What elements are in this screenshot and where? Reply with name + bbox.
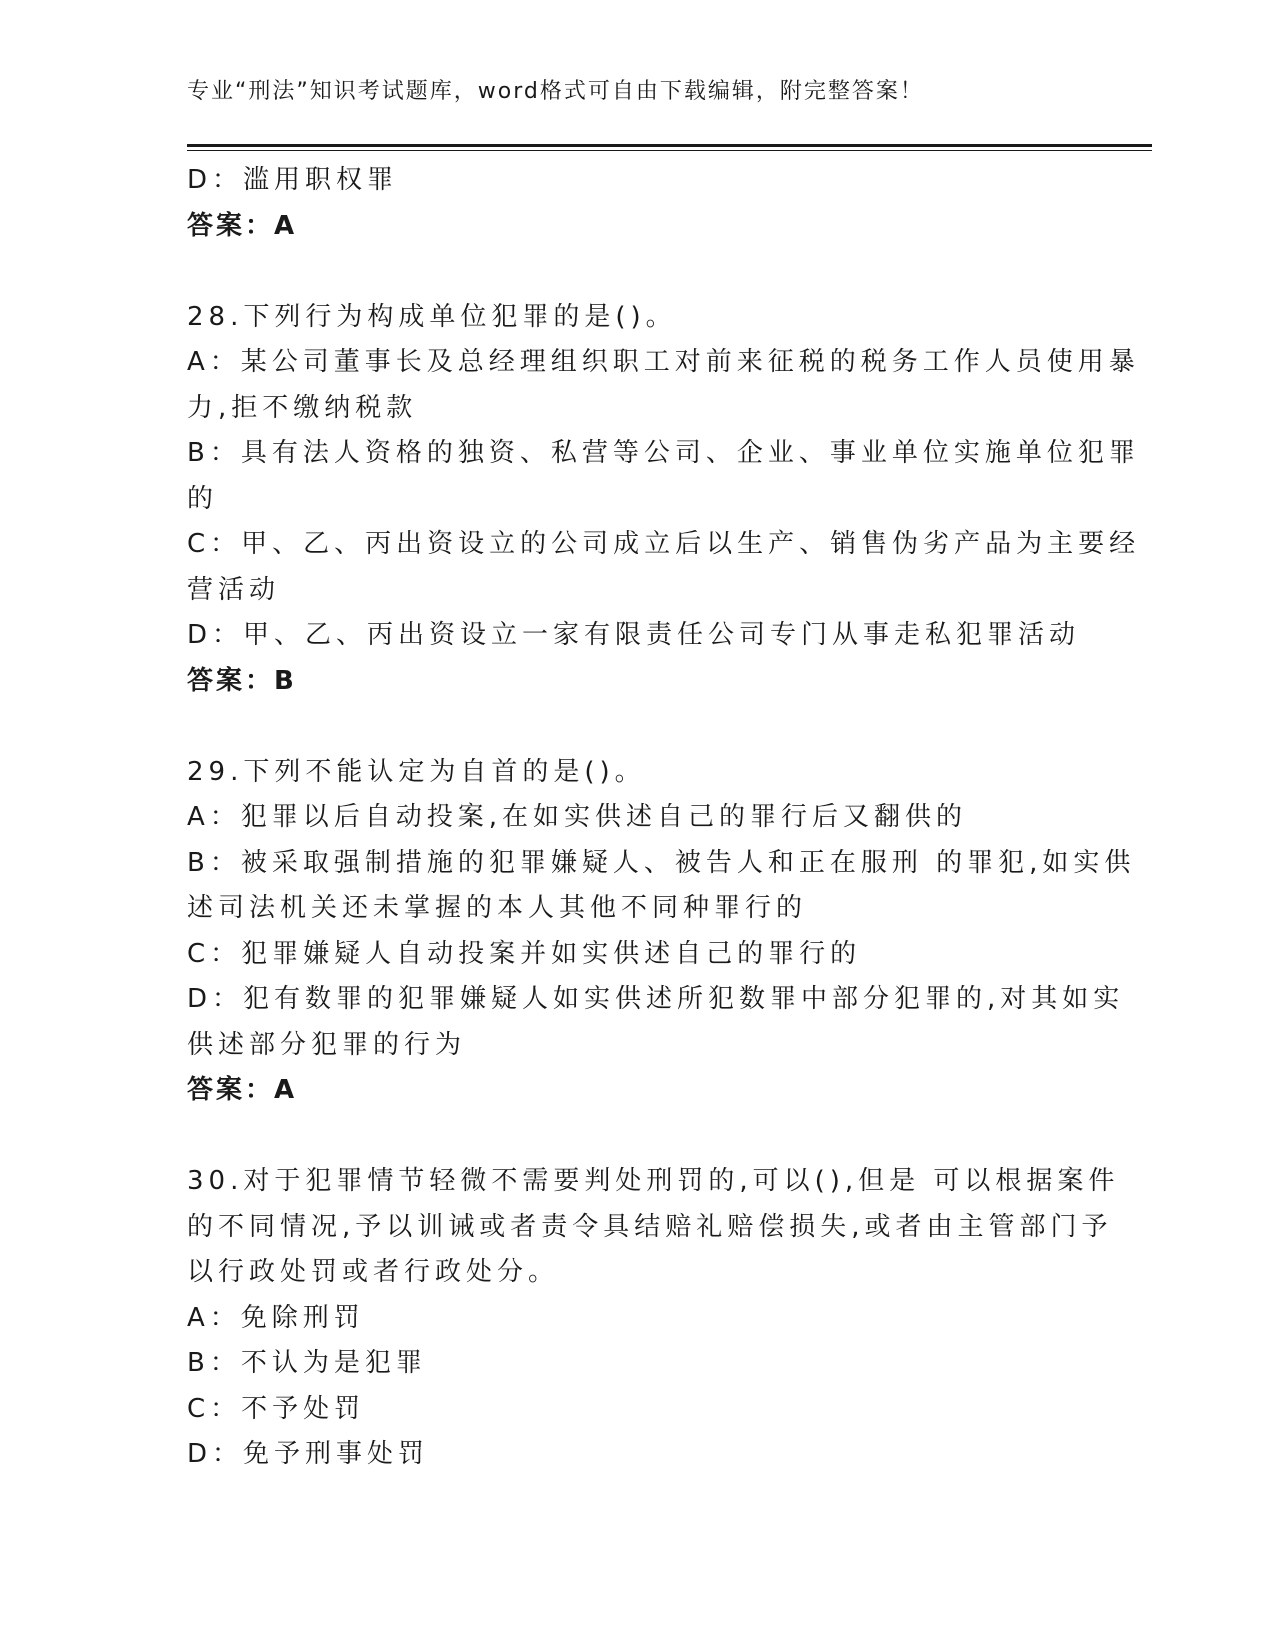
q28-option-b-line: B：具有法人资格的独资、私营等公司、企业、事业单位实施单位犯罪	[187, 438, 1140, 468]
q29-option-a-line: A：犯罪以后自动投案,在如实供述自己的罪行后又翻供的	[187, 802, 968, 832]
header-rule-thick	[187, 144, 1152, 147]
q30-option-a-line: A：免除刑罚	[187, 1302, 365, 1333]
q29-option-d-line: 供述部分犯罪的行为	[187, 1029, 467, 1060]
q29-answer: 答案：A	[187, 1075, 298, 1105]
q28-option-d-line: D：甲、乙、丙出资设立一家有限责任公司专门从事走私犯罪活动	[187, 620, 1081, 650]
q30-stem-line: 以行政处罚或者行政处分。	[187, 1257, 560, 1287]
q29-stem-line: 29.下列不能认定为自首的是()。	[187, 756, 646, 787]
q28-answer: 答案：B	[187, 665, 297, 696]
q29-option-b-line: B：被采取强制措施的犯罪嫌疑人、被告人和正在服刑 的罪犯,如实供	[187, 847, 1136, 878]
q30-option-c-line: C：不予处罚	[187, 1393, 366, 1424]
q28-option-b-line: 的	[187, 483, 219, 514]
q29-option-c-line: C：犯罪嫌疑人自动投案并如实供述自己的罪行的	[187, 938, 862, 969]
spacer	[187, 249, 1087, 295]
q28-option-c-line: C：甲、乙、丙出资设立的公司成立后以生产、销售伪劣产品为主要经	[187, 529, 1141, 559]
q29-option-b-line: 述司法机关还未掌握的本人其他不同种罪行的	[187, 893, 808, 923]
q30-option-d-line: D：免予刑事处罚	[187, 1439, 430, 1469]
spacer	[187, 704, 1087, 750]
q28-stem-line: 28.下列行为构成单位犯罪的是()。	[187, 301, 677, 332]
prev-answer: 答案：A	[187, 210, 298, 241]
q28-option-a-line: 力,拒不缴纳税款	[187, 392, 418, 423]
q29-option-d-line: D：犯有数罪的犯罪嫌疑人如实供述所犯数罪中部分犯罪的,对其如实	[187, 984, 1125, 1014]
q30-stem-line: 30.对于犯罪情节轻微不需要判处刑罚的,可以(),但是 可以根据案件	[187, 1166, 1120, 1196]
header-rule-thin	[187, 150, 1152, 151]
q30-stem-line: 的不同情况,予以训诫或者责令具结赔礼赔偿损失,或者由主管部门予	[187, 1211, 1113, 1242]
q30-option-b-line: B：不认为是犯罪	[187, 1348, 427, 1378]
prev-option-d: D：滥用职权罪	[187, 165, 399, 195]
spacer	[187, 1114, 1087, 1160]
q28-option-a-line: A：某公司董事长及总经理组织职工对前来征税的税务工作人员使用暴	[187, 347, 1140, 377]
page-header: 专业“刑法”知识考试题库，word格式可自由下载编辑，附完整答案！	[187, 79, 924, 104]
q28-option-c-line: 营活动	[187, 574, 281, 605]
document-body	[187, 158, 1141, 1478]
